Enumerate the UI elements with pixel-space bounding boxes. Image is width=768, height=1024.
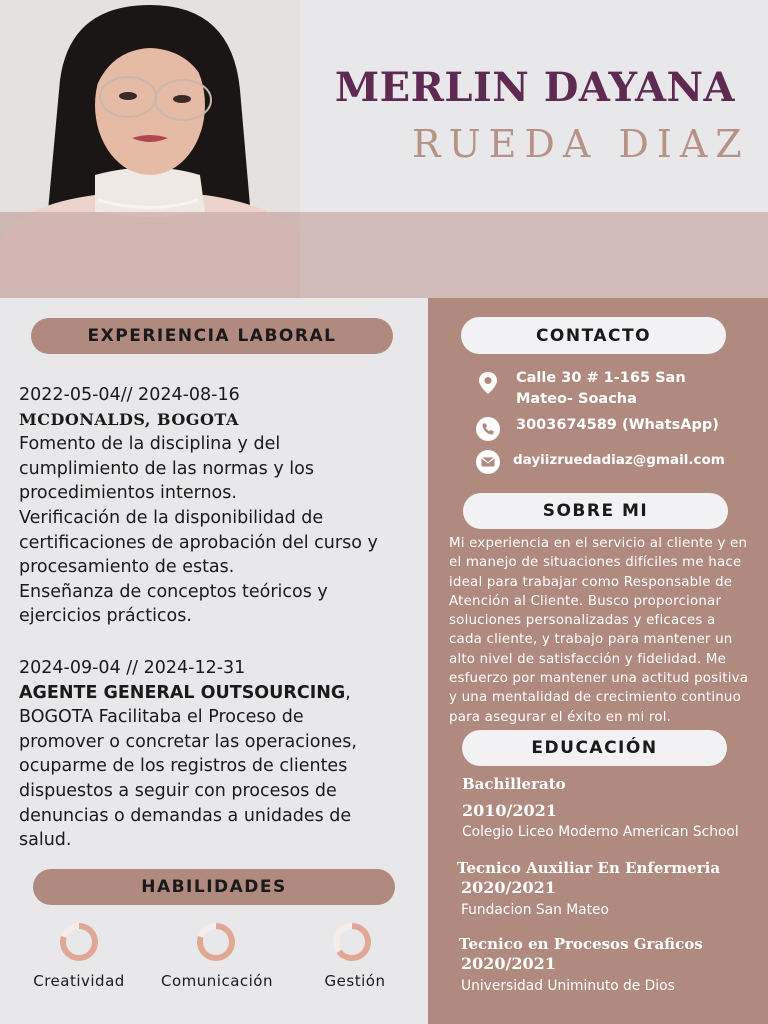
job-2-company-suffix: , xyxy=(345,682,351,703)
email-address[interactable]: dayiizruedadiaz@gmail.com xyxy=(513,452,725,468)
job-1-company: MCDONALDS, BOGOTA xyxy=(19,409,239,429)
edu-3-school: Universidad Uniminuto de Dios xyxy=(461,978,675,994)
job-1-line: ejercicios prácticos. xyxy=(19,606,192,627)
job-1-line: Verificación de la disponibilidad de xyxy=(19,507,324,528)
job-1-dates: 2022-05-04// 2024-08-16 xyxy=(19,385,240,405)
job-2-line: salud. xyxy=(19,830,72,851)
edu-1-school: Colegio Liceo Moderno American School xyxy=(462,824,739,840)
job-1 xyxy=(19,383,414,629)
about-heading: SOBRE MI xyxy=(463,493,728,529)
job-2-company-line xyxy=(19,681,414,706)
skill-label: Gestión xyxy=(324,972,386,990)
edu-1-title: Bachillerato xyxy=(462,775,566,793)
edu-1-years: 2010/2021 xyxy=(462,801,557,820)
header-band xyxy=(0,212,768,298)
about-line: soluciones personalizadas y eficaces a xyxy=(449,613,716,629)
contact-address xyxy=(476,368,686,410)
skill-ring-comunicacion xyxy=(195,921,237,963)
job-2-line: BOGOTA Facilitaba el Proceso de xyxy=(19,707,304,728)
job-2-line: denuncias o demandas a unidades de xyxy=(19,805,352,826)
job-1-line: certificaciones de aprobación del curso y xyxy=(19,532,378,553)
education-heading: EDUCACIÓN xyxy=(462,730,727,766)
skill-label: Creatividad xyxy=(33,972,125,990)
about-line: cada cliente, y trabajo para mantener un xyxy=(449,632,733,648)
phone-icon xyxy=(476,417,500,441)
experience-heading: EXPERIENCIA LABORAL xyxy=(31,318,393,354)
contact-email xyxy=(476,450,725,474)
phone-number[interactable]: 3003674589 (WhatsApp) xyxy=(516,417,719,433)
job-1-line: procedimientos internos. xyxy=(19,483,237,504)
about-line: Atención al Cliente. Busco proporcionar xyxy=(449,593,722,609)
job-1-line: Enseñanza de conceptos teóricos y xyxy=(19,581,328,602)
about-line: para asegurar el éxito en mi rol. xyxy=(449,709,672,725)
about-line: alto nivel de satisfacción y fidelidad. Me xyxy=(449,651,727,667)
about-line: ideal para trabajar como Responsable de xyxy=(449,574,733,590)
address-line-2: Mateo- Soacha xyxy=(516,391,637,407)
last-name: RUEDA DIAZ xyxy=(412,122,750,166)
about-line: y una mentalidad de crecimiento continuo xyxy=(449,690,742,706)
contact-heading: CONTACTO xyxy=(461,317,726,354)
job-2-line: ocuparme de los registros de clientes xyxy=(19,756,348,777)
edu-2-school: Fundacion San Mateo xyxy=(461,902,609,918)
first-name: MERLIN DAYANA xyxy=(334,64,736,111)
job-1-line: cumplimiento de las normas y los xyxy=(19,458,314,479)
edu-3-years: 2020/2021 xyxy=(461,954,556,973)
job-2 xyxy=(19,656,414,853)
email-icon xyxy=(476,450,500,474)
job-2-line: dispuestos a seguir con procesos de xyxy=(19,780,337,801)
skills-heading: HABILIDADES xyxy=(33,869,395,905)
skill-ring-gestion xyxy=(331,921,373,963)
skill-label: Comunicación xyxy=(161,972,273,990)
edu-2-title: Tecnico Auxiliar En Enfermeria xyxy=(457,859,721,877)
about-line: el manejo de situaciones difíciles me hace xyxy=(449,555,742,571)
job-2-line: promover o concretar las operaciones, xyxy=(19,731,357,752)
skill-ring-creatividad xyxy=(58,921,100,963)
job-1-line: procesamiento de estas. xyxy=(19,557,235,578)
job-2-company: AGENTE GENERAL OUTSOURCING xyxy=(19,682,346,703)
edu-2-years: 2020/2021 xyxy=(461,878,556,897)
job-1-line: Fomento de la disciplina y del xyxy=(19,434,281,455)
contact-phone xyxy=(476,415,719,441)
about-text xyxy=(449,534,761,727)
location-pin-icon xyxy=(476,371,500,395)
about-line: Mi experiencia en el servicio al cliente y en xyxy=(449,536,748,551)
name-block xyxy=(302,0,768,212)
about-line: esfuerzo por mantener una actitud positiva xyxy=(449,671,749,687)
job-2-dates: 2024-09-04 // 2024-12-31 xyxy=(19,658,246,678)
edu-3-title: Tecnico en Procesos Graficos xyxy=(459,935,703,953)
address-line-1: Calle 30 # 1-165 San xyxy=(516,370,686,386)
